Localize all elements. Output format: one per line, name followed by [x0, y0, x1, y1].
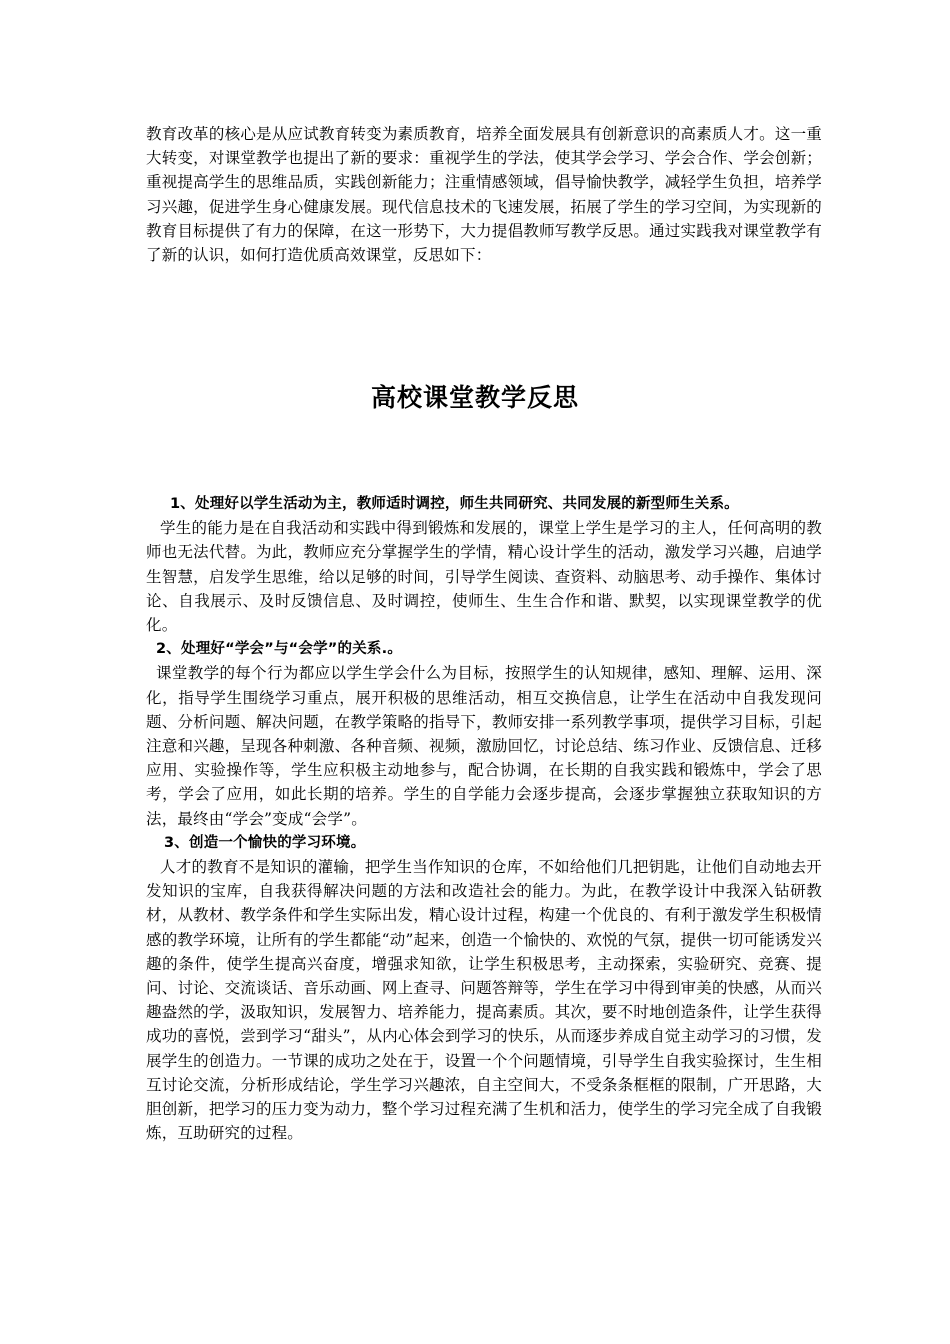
section-2-body: 课堂教学的每个行为都应以学生学会什么为目标，按照学生的认知规律，感知、理解、运用、深化，指导学生围绕学习重点，展开积极的思维活动，相互交换信息，让学生在活动中自我发现问题、分析问题、解决问题，在教学策略的指导下，教师安排一系列教学事项，提供学习目标，引起注意和兴趣，呈现各种刺激、各种音频、视频，激励回忆，讨论总结、练习作业、反馈信息、迁移应用、实验操作等，学生应积极主动地参与，配合协调，在长期的自我实践和锻炼中，学会了思考，学会了应用，如此长期的培养。学生的自学能力会逐步提高，会逐步掌握独立获取知识的方法，最终由“学会”变成“会学”。	[146, 664, 822, 828]
document-body	[146, 492, 822, 1145]
intro-paragraph: 教育改革的核心是从应试教育转变为素质教育，培养全面发展具有创新意识的高素质人才。这一重大转变，对课堂教学也提出了新的要求：重视学生的学法，使其学会学习、学会合作、学会创新；重视提高学生的思维品质，实践创新能力；注重情感领域，倡导愉快教学，减轻学生负担，培养学习兴趣，促进学生身心健康发展。现代信息技术的飞速发展，拓展了学生的学习空间，为实现新的教育目标提供了有力的保障，在这一形势下，大力提倡教师写教学反思。通过实践我对课堂教学有了新的认识，如何打造优质高效课堂，反思如下：	[146, 125, 822, 265]
section-3-heading: 3、创造一个愉快的学习环境。	[164, 834, 366, 851]
section-1-body: 学生的能力是在自我活动和实践中得到锻炼和发展的，课堂上学生是学习的主人，任何高明的教师也无法代替。为此，教师应充分掌握学生的学情，精心设计学生的活动，激发学习兴趣，启迪学生智慧，启发学生思维，给以足够的时间，引导学生阅读、查资料、动脑思考、动手操作、集体讨论、自我展示、及时反馈信息、及时调控，使师生、生生合作和谐、默契，以实现课堂教学的优化。	[146, 519, 822, 635]
document-title: 高校课堂教学反思	[370, 383, 579, 412]
section-1-heading: 1、处理好以学生活动为主，教师适时调控，师生共同研究、共同发展的新型师生关系。	[170, 496, 739, 512]
section-3-body: 人才的教育不是知识的灌输，把学生当作知识的仓库，不如给他们几把钥匙，让他们自动地去开发知识的宝库，自我获得解决问题的方法和改造社会的能力。为此，在教学设计中我深入钻研教材，从教材、教学条件和学生实际出发，精心设计过程，构建一个优良的、有利于激发学生积极情感的教学环境，让所有的学生都能“动”起来，创造一个愉快的、欢悦的气氛，提供一切可能诱发兴趣的条件，使学生提高兴奋度，增强求知欲，让学生积极思考，主动探索，实验研究、竞赛、提问、讨论、交流谈话、音乐动画、网上查寻、问题答辩等，学生在学习中得到审美的快感，从而兴趣盎然的学，汲取知识，发展智力、培养能力，提高素质。其次，要不时地创造条件，让学生获得成功的喜悦，尝到学习“甜头”，从内心体会到学习的快乐，从而逐步养成自觉主动学习的习惯，发展学生的创造力。一节课的成功之处在于，设置一个个问题情境，引导学生自我实验探讨，生生相互讨论交流，分析形成结论，学生学习兴趣浓，自主空间大，不受条条框框的限制，广开思路，大胆创新，把学习的压力变为动力，整个学习过程充满了生机和活力，使学生的学习完全成了自我锻炼，互助研究的过程。	[146, 858, 822, 1143]
section-2-heading: 2、处理好“学会”与“会学”的关系.。	[156, 641, 403, 658]
